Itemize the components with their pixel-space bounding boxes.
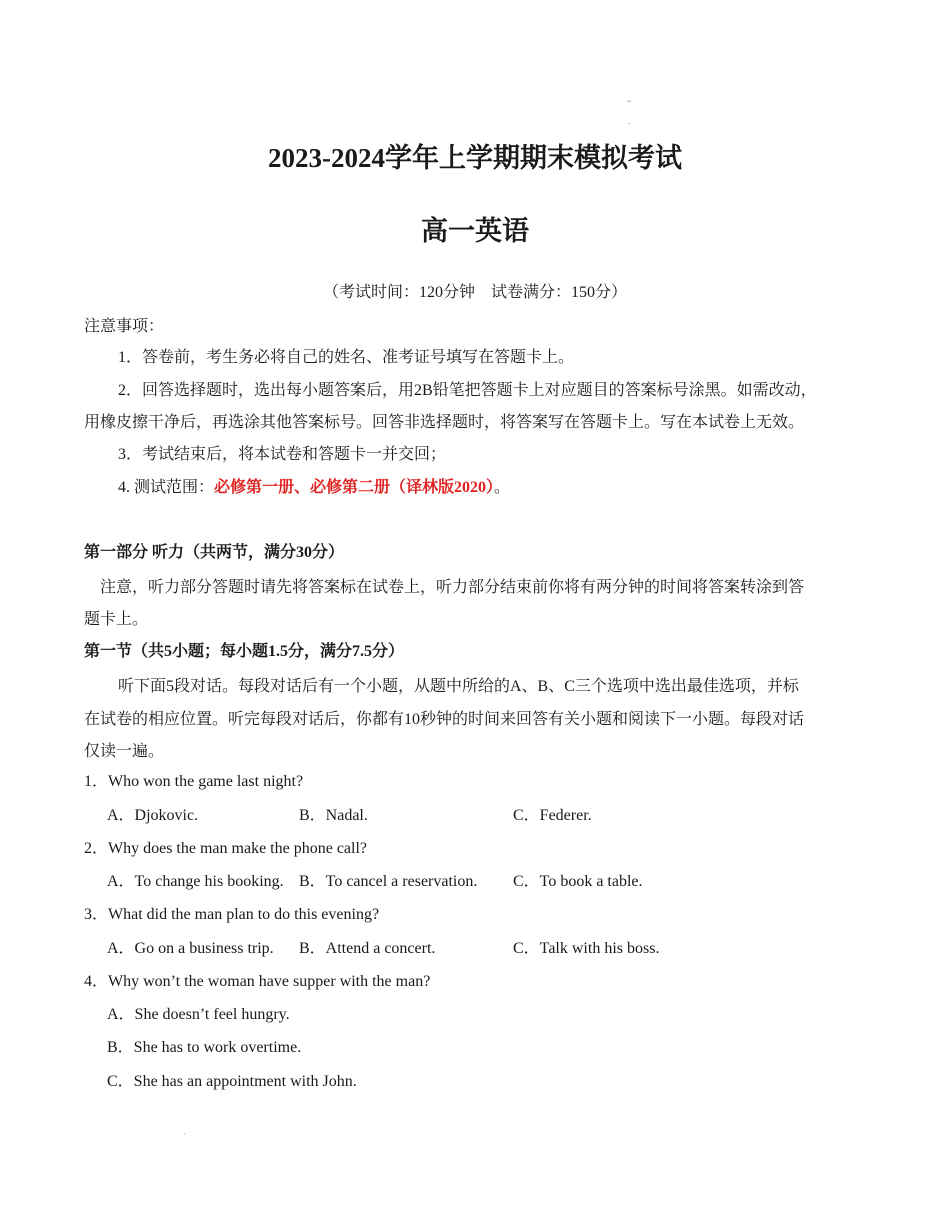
notice-item-4-prefix: 4. 测试范围： [118, 479, 215, 496]
part1-note-cont: 题卡上。 [84, 611, 149, 628]
q4-option-a: A．She doesn’t feel hungry. [107, 1006, 290, 1023]
section1-heading: 第一节（共5小题；每小题1.5分，满分7.5分） [84, 643, 405, 660]
notice-item-4 [118, 474, 510, 497]
q1-option-b: B．Nadal. [299, 807, 368, 824]
notice-item-2: 2．回答选择题时，选出每小题答案后，用2B铅笔把答题卡上对应题目的答案标号涂黑。如需改动， [118, 382, 817, 399]
question-4: 4．Why won’t the woman have supper with the man? [84, 973, 431, 990]
notice-item-2-cont: 用橡皮擦干净后，再选涂其他答案标号。回答非选择题时，将答案写在答题卡上。写在本试卷上无效。 [84, 414, 805, 431]
scan-mark: ~ [627, 97, 632, 106]
notice-item-4-suffix: 。 [494, 479, 511, 496]
part1-heading: 第一部分 听力（共两节，满分30分） [84, 544, 345, 561]
notice-item-3: 3．考试结束后，将本试卷和答题卡一并交回； [118, 446, 447, 463]
part1-note: 注意，听力部分答题时请先将答案标在试卷上，听力部分结束前你将有两分钟的时间将答案转涂到答 [100, 579, 805, 596]
q2-option-a: A．To change his booking. [107, 873, 284, 890]
notice-heading: 注意事项： [84, 318, 165, 335]
q2-option-b: B．To cancel a reservation. [299, 873, 478, 890]
question-2: 2．Why does the man make the phone call? [84, 840, 368, 857]
subject-title: 高一英语 [421, 216, 529, 246]
q4-option-c: C．She has an appointment with John. [107, 1073, 357, 1090]
q3-option-c: C．Talk with his boss. [513, 940, 660, 957]
exam-title: 2023-2024学年上学期期末模拟考试 [268, 143, 682, 173]
notice-item-1: 1．答卷前，考生务必将自己的姓名、准考证号填写在答题卡上。 [118, 349, 575, 366]
q4-option-b: B．She has to work overtime. [107, 1039, 302, 1056]
question-3: 3．What did the man plan to do this evening? [84, 906, 380, 923]
q1-option-c: C．Federer. [513, 807, 592, 824]
question-1: 1．Who won the game last night? [84, 773, 304, 790]
section1-instructions-cont: 仅读一遍。 [84, 743, 165, 760]
scan-mark: . [628, 117, 630, 126]
q3-option-a: A．Go on a business trip. [107, 940, 274, 957]
exam-info: （考试时间：120分钟 试卷满分：150分） [322, 284, 627, 301]
test-scope: 必修第一册、必修第二册（译林版2020） [214, 479, 495, 496]
scan-mark: ` [183, 1132, 186, 1141]
q3-option-b: B．Attend a concert. [299, 940, 436, 957]
section1-instructions-cont: 在试卷的相应位置。听完每段对话后，你都有10秒钟的时间来回答有关小题和阅读下一小题。每段对话 [84, 711, 805, 728]
section1-instructions: 听下面5段对话。每段对话后有一个小题，从题中所给的A、B、C三个选项中选出最佳选项，并标 [118, 678, 799, 695]
q2-option-c: C．To book a table. [513, 873, 643, 890]
q1-option-a: A．Djokovic. [107, 807, 199, 824]
